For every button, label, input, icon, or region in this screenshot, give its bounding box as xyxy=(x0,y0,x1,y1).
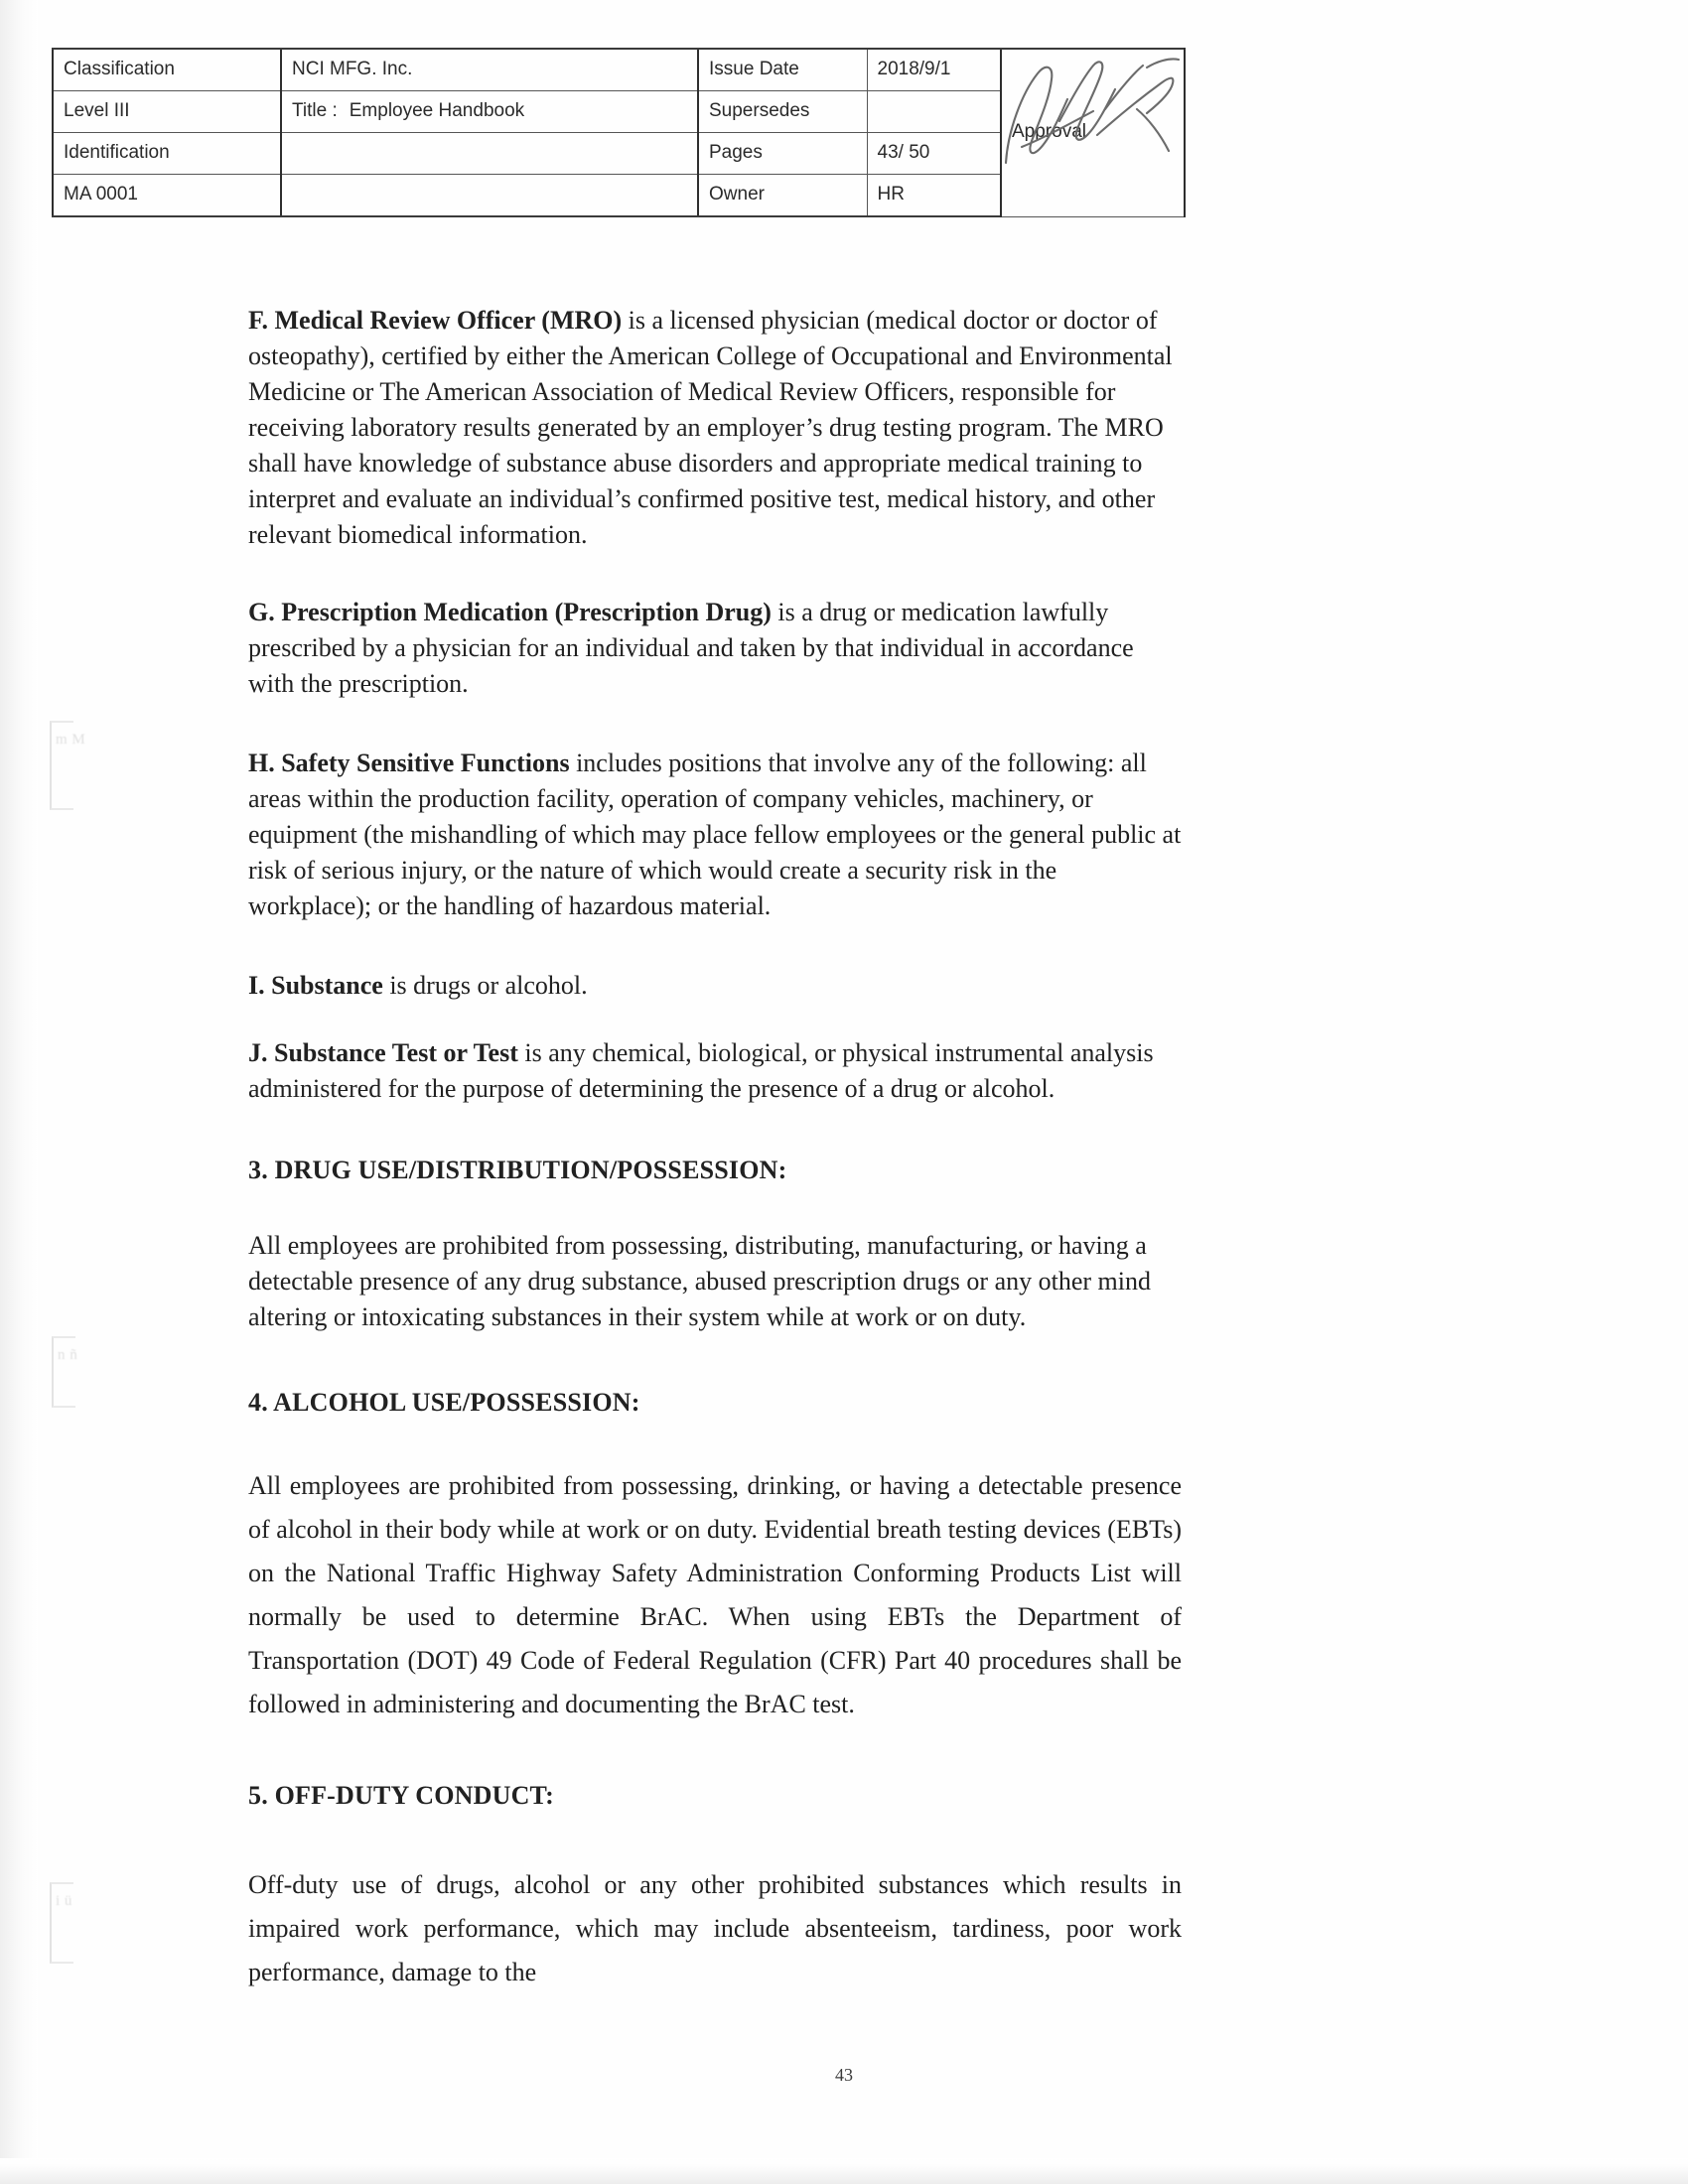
paragraph-f-lead: F. Medical Review Officer (MRO) xyxy=(248,306,623,335)
paragraph-i-text: is drugs or alcohol. xyxy=(382,971,588,1000)
section-heading-5: 5. OFF-DUTY CONDUCT: xyxy=(248,1781,555,1810)
cell-pages-value: 43/ 50 xyxy=(867,133,1001,175)
paragraph-f-text: is a licensed physician (medical doctor or doctor of osteopathy), certified by either the American College of Occupational and Environmental Medicine or The American Association of Medical Review Officers, responsible for receiving laboratory results generated by an employer’s drug testing program. The MRO shall have knowledge of substance abuse disorders and appropriate medical training to interpret and evaluate an individual’s confirmed positive test, medical history, and other relevant biomedical information. xyxy=(248,306,1173,549)
margin-artifact-bracket-3 xyxy=(50,1882,73,1964)
paragraph-j-lead: J. Substance Test or Test xyxy=(248,1038,518,1067)
page-number-footer: 43 xyxy=(835,2065,853,2085)
approval-label: Approval xyxy=(1012,121,1086,143)
paragraph-i xyxy=(248,968,1182,1004)
paragraph-h-lead: H. Safety Sensitive Functions xyxy=(248,749,570,777)
margin-artifact-2: n ñ xyxy=(58,1347,78,1363)
paragraph-f xyxy=(248,303,1182,553)
table-row xyxy=(53,49,1185,91)
cell-identification-label: Identification xyxy=(53,133,281,175)
paragraph-h-text: includes positions that involve any of the following: all areas within the production facility, operation of company vehicles, machinery, or equipment (the mishandling of which may place fellow employees or the general public at risk of serious injury, or the nature of which would create a security risk in the workplace); or the handling of hazardous material. xyxy=(248,749,1182,920)
cell-owner-value: HR xyxy=(867,175,1001,217)
cell-company-name: NCI MFG. Inc. xyxy=(281,49,698,91)
title-label: Title : xyxy=(292,100,338,122)
paragraph-g-text: is a drug or medication lawfully prescribed by a physician for an individual and taken by that individual in accordance with the prescription. xyxy=(248,598,1134,698)
document-body xyxy=(248,303,1182,2028)
cell-supersedes-value xyxy=(867,91,1001,133)
paragraph-section-5: Off-duty use of drugs, alcohol or any other prohibited substances which results in impaired work performance, which may include absenteeism, tardiness, poor work performance, damage to the xyxy=(248,1870,1182,1986)
paragraph-g xyxy=(248,595,1182,702)
cell-issue-date-value: 2018/9/1 xyxy=(867,49,1001,91)
paragraph-section-4: All employees are prohibited from possessing, drinking, or having a detectable presence of alcohol in their body while at work or on duty. Evidential breath testing devices (EBTs) on the National Traffic Highway Safety Administration Conforming Products List will normally be used to determine BrAC. When using EBTs the Department of Transportation (DOT) 49 Code of Federal Regulation (CFR) Part 40 procedures shall be followed in administering and documenting the BrAC test. xyxy=(248,1471,1182,1718)
cell-center-blank-2 xyxy=(281,175,698,217)
paragraph-g-lead: G. Prescription Medication (Prescription Drug) xyxy=(248,598,772,626)
cell-identification-value: MA 0001 xyxy=(53,175,281,217)
paragraph-section-3: All employees are prohibited from possessing, distributing, manufacturing, or having a detectable presence of any drug substance, abused prescription drugs or any other mind altering or intoxicating substances in their system while at work or on duty. xyxy=(248,1231,1151,1331)
margin-artifact-bracket-2 xyxy=(52,1336,78,1408)
cell-owner-label: Owner xyxy=(698,175,867,217)
section-heading-3: 3. DRUG USE/DISTRIBUTION/POSSESSION: xyxy=(248,1156,787,1184)
title-value: Employee Handbook xyxy=(349,100,525,122)
paragraph-h xyxy=(248,746,1182,924)
cell-center-blank-1 xyxy=(281,133,698,175)
margin-artifact-bracket-1 xyxy=(50,721,73,810)
scan-edge-shadow-left xyxy=(0,0,38,2184)
paragraph-j xyxy=(248,1035,1182,1107)
cell-classification-value: Level III xyxy=(53,91,281,133)
document-header-table xyxy=(52,48,1186,217)
handwritten-signature-icon xyxy=(1001,49,1185,173)
scan-edge-shadow-bottom xyxy=(0,2158,1688,2184)
cell-classification-label: Classification xyxy=(53,49,281,91)
cell-supersedes-label: Supersedes xyxy=(698,91,867,133)
cell-document-title xyxy=(281,91,698,133)
paragraph-i-lead: I. Substance xyxy=(248,971,383,1000)
section-heading-4: 4. ALCOHOL USE/POSSESSION: xyxy=(248,1388,640,1417)
margin-artifact-3: i ü xyxy=(56,1893,72,1909)
cell-pages-label: Pages xyxy=(698,133,867,175)
margin-artifact-1: m M xyxy=(56,732,86,748)
paragraph-j-text: is any chemical, biological, or physical instrumental analysis administered for the purpose of determining the presence of a drug or alcohol. xyxy=(248,1038,1154,1103)
cell-approval xyxy=(1001,49,1185,216)
cell-issue-date-label: Issue Date xyxy=(698,49,867,91)
